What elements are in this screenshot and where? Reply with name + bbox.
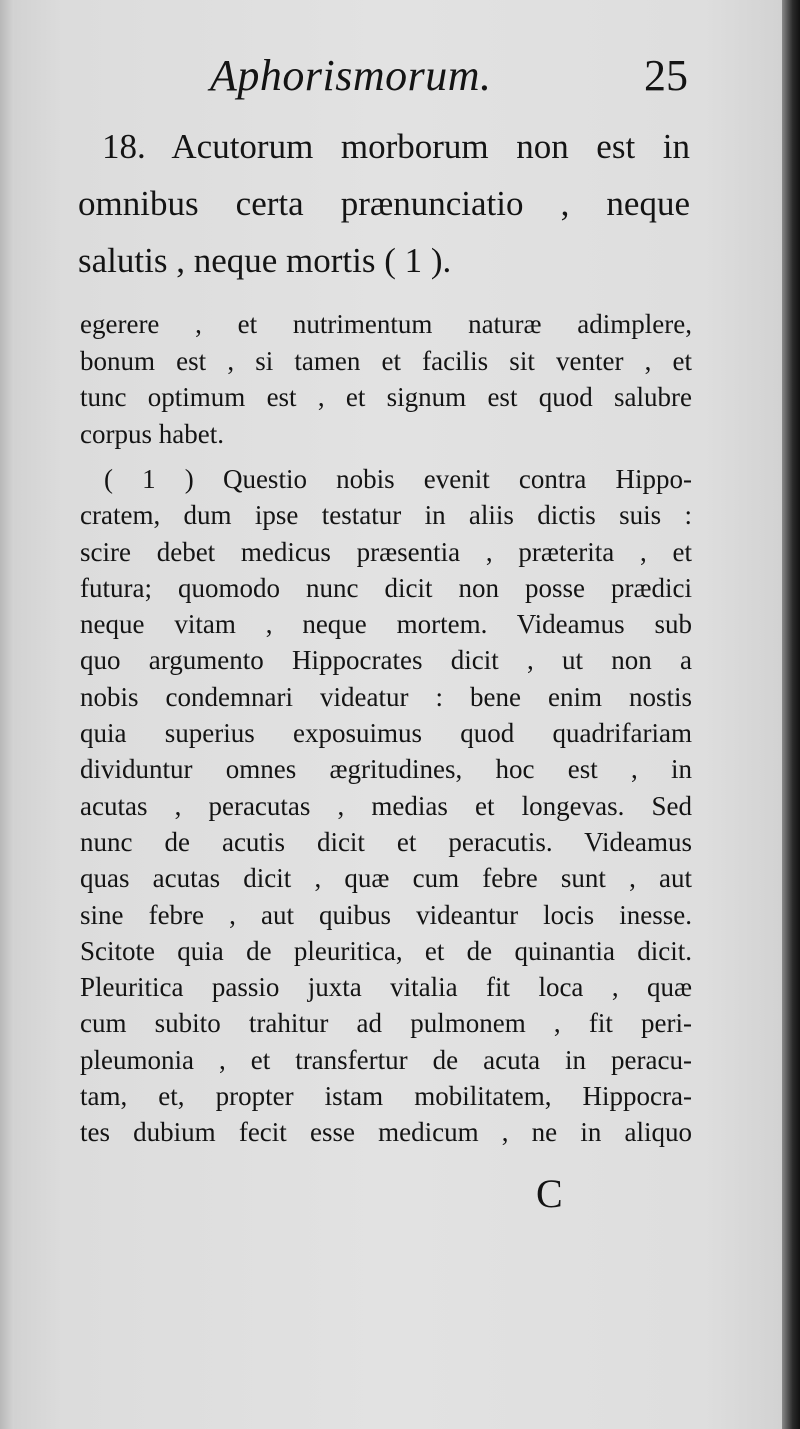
commentary-line: ( 1 ) Questio nobis evenit contra Hippo- — [104, 464, 692, 494]
aphorism-line: omnibus certa prænunciatio , neque — [78, 184, 690, 223]
commentary-line: pleumonia , et transfertur de acuta in peracu- — [80, 1044, 692, 1075]
running-title: Aphorismorum. — [210, 51, 492, 100]
page-gutter — [0, 0, 14, 1429]
commentary-line: tes dubium fecit esse medicum , ne in aliquo — [80, 1117, 692, 1148]
commentary-line: quo argumento Hippocrates dicit , ut non a — [80, 645, 692, 676]
aphorism-text — [78, 118, 690, 289]
commentary-line: Scitote quia de pleuritica, et de quinantia dicit. — [80, 935, 692, 966]
continuation-line: egerere , et nutrimentum naturæ adimplere, — [80, 309, 692, 339]
commentary-line: cratem, dum ipse testatur in aliis dictis suis : — [80, 500, 692, 531]
commentary-line: quia superius exposuimus quod quadrifariam — [80, 718, 692, 749]
commentary-note — [80, 461, 692, 1151]
commentary-line: scire debet medicus præsentia , præterita , et — [80, 536, 692, 567]
commentary-line: nunc de acutis dicit et peracutis. Videamus — [80, 826, 692, 857]
aphorism-line: salutis , neque mortis ( 1 ). — [78, 241, 452, 280]
continuation-line: bonum est , si tamen et facilis sit venter , et — [80, 345, 692, 376]
commentary-line: nobis condemnari videatur : bene enim nostis — [80, 681, 692, 712]
page-header — [80, 42, 700, 112]
page-number: 25 — [644, 51, 688, 100]
commentary-line: cum subito trahitur ad pulmonem , fit peri- — [80, 1008, 692, 1039]
continuation-line: tunc optimum est , et signum est quod salubre — [80, 382, 692, 412]
commentary-line: tam, et, propter istam mobilitatem, Hippocra- — [80, 1081, 692, 1112]
continuation-paragraph — [80, 306, 692, 452]
commentary-line: quas acutas dicit , quæ cum febre sunt , aut — [80, 863, 692, 894]
signature-mark: C — [536, 1171, 563, 1216]
commentary-line: Pleuritica passio juxta vitalia fit loca , quæ — [80, 972, 692, 1003]
continuation-line: corpus habet. — [80, 418, 224, 449]
commentary-line: futura; quomodo nunc dicit non posse prædici — [80, 572, 692, 603]
commentary-line: sine febre , aut quibus videantur locis inesse. — [80, 899, 692, 930]
commentary-line: dividuntur omnes ægritudines, hoc est , in — [80, 754, 692, 785]
commentary-line: acutas , peracutas , medias et longevas. Sed — [80, 790, 692, 821]
commentary-line: neque vitam , neque mortem. Videamus sub — [80, 609, 692, 640]
aphorism-line: 18. Acutorum morborum non est in — [102, 127, 690, 166]
page-edge-shadow — [782, 0, 800, 1429]
